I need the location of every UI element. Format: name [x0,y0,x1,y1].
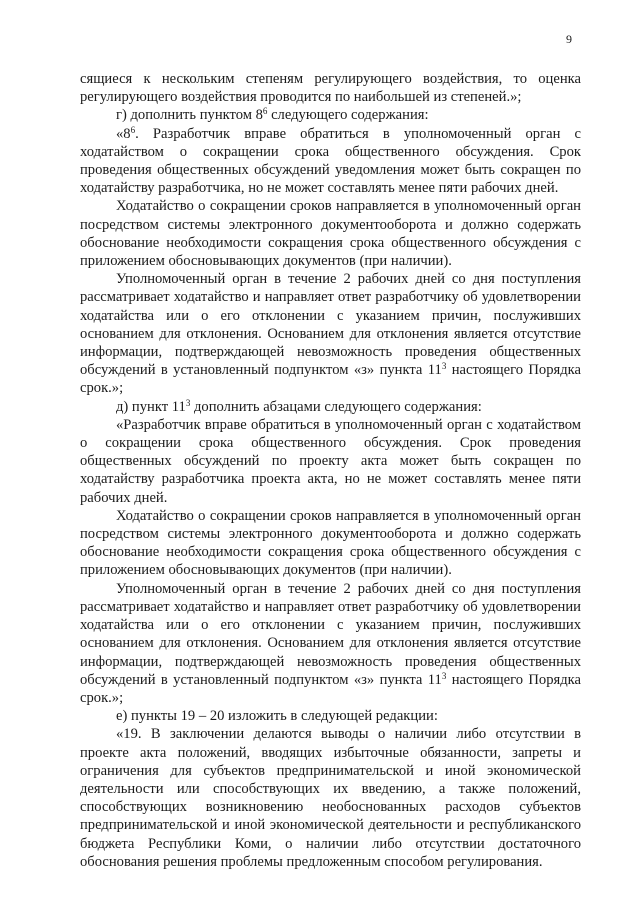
paragraph: Уполномоченный орган в течение 2 рабочих дней со дня поступления рассматривает ходатайство и направляет ответ разработчику об удовлетворении ходатайства или о его отклонении с указанием причин, послуживших основанием для отклонения. Основанием для отклонения является отсутствие информации, подтверждающей невозможность проведения общественных обсуждений в установленный подпунктом «з» пункта $11^3$ настоящего Порядка срок.»; [80,271,581,397]
paragraph: г) дополнить пунктом $8^6$ следующего содержания: [116,106,429,124]
paragraph: «19. В заключении делаются выводы о наличии либо отсутствии в проекте акта положений, вводящих избыточные обязанности, запреты и ограничения для субъектов предпринимательской и иной экономической деятельности или способствующих их введению, а также положений, способствующих возникновению необоснованных расходов субъектов предпринимательской и иной экономической деятельности и республиканского бюджета Республики Коми, о наличии либо отсутствии достаточного обоснования решения проблемы предложенным способом регулирования. [80,726,581,870]
paragraph: Уполномоченный орган в течение 2 рабочих дней со дня поступления рассматривает ходатайство и направляет ответ разработчику об удовлетворении ходатайства или о его отклонении с указанием причин, послуживших основанием для отклонения. Основанием для отклонения является отсутствие информации, подтверждающей невозможность проведения общественных обсуждений в установленный подпунктом «з» пункта $11^3$ настоящего Порядка срок.»; [80,580,581,706]
paragraph: Ходатайство о сокращении сроков направляется в уполномоченный орган посредством системы электронного документооборота и должно содержать обоснование необходимости сокращения срока общественного обсуждения с приложением обосновывающих документов (при наличии). [80,198,581,270]
paragraph: сящиеся к нескольким степеням регулирующего воздействия, то оценка регулирующего воздействия проводится по наибольшей из степеней.»; [80,71,581,106]
paragraph: «Разработчик вправе обратиться в уполномоченный орган с ходатайством о сокращении срока общественного обсуждения. Срок проведения общественных обсуждений по проекту акта может быть сокращен по ходатайству разработчика проекта акта, но не может составлять менее пяти рабочих дней. [80,416,581,506]
paragraph: д) пункт $11^3$ дополнить абзацами следующего содержания: [116,397,482,415]
paragraph: е) пункты 19 – 20 изложить в следующей редакции: [116,708,438,725]
paragraph: «$8^6$. Разработчик вправе обратиться в уполномоченный орган с ходатайством о сокращении срока общественного обсуждения. Срок проведения общественных обсуждений уведомления может быть сокращен по ходатайству разработчика, но не может составлять менее пяти рабочих дней. [80,124,581,197]
document-body [80,70,581,871]
paragraph: Ходатайство о сокращении сроков направляется в уполномоченный орган посредством системы электронного документооборота и должно содержать обоснование необходимости сокращения срока общественного обсуждения с приложением обосновывающих документов (при наличии). [80,507,581,579]
page-number: 9 [566,32,572,46]
